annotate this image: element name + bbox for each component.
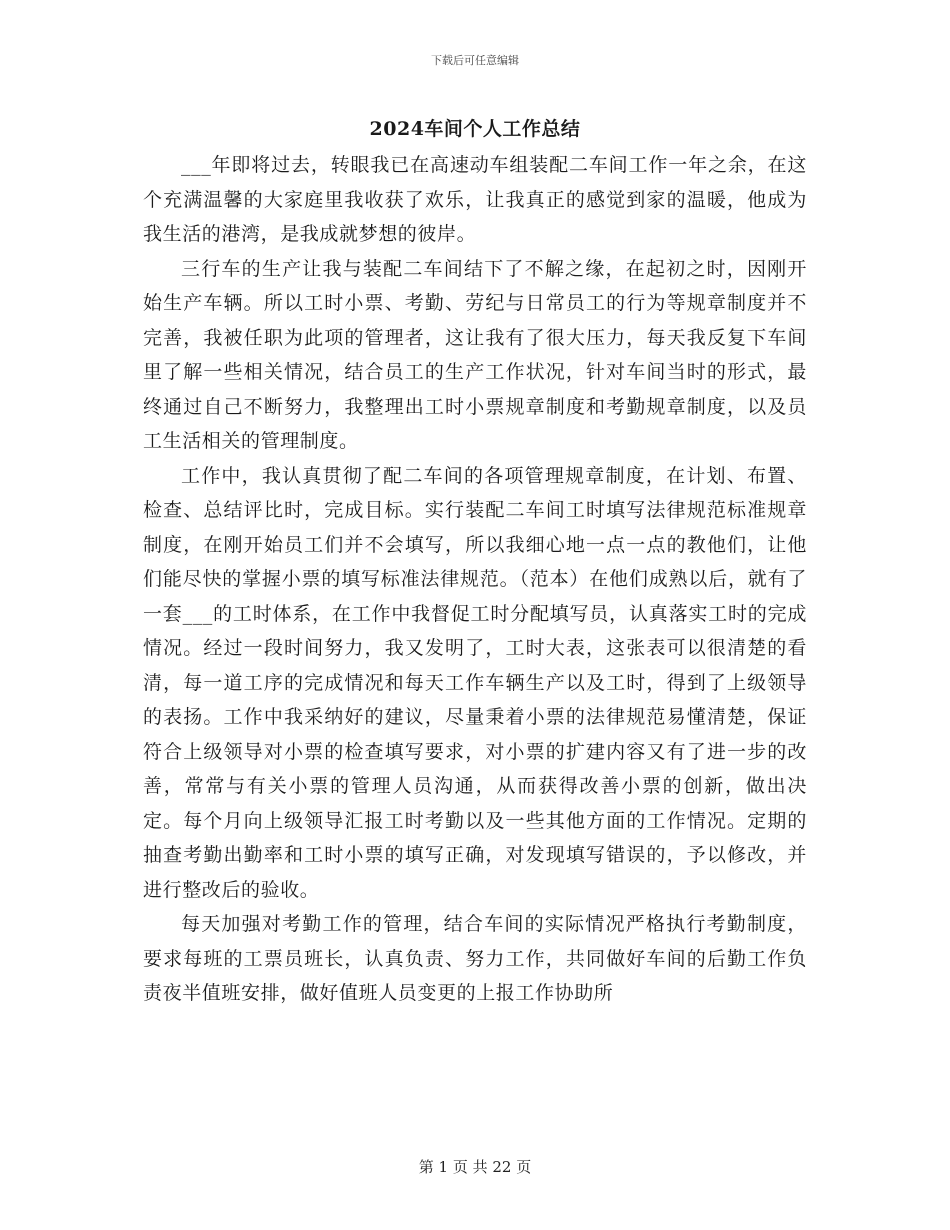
paragraph: 每天加强对考勤工作的管理，结合车间的实际情况严格执行考勤制度，要求每班的工票员班长，认真负责、努力工作，共同做好车间的后勤工作负责夜半值班安排，做好值班人员变更的上报工作协助所	[143, 913, 807, 1004]
page-header: 下载后可任意编辑	[431, 54, 519, 67]
document-title: 2024车间个人工作总结	[369, 118, 581, 140]
page-number: 第 1 页 共 22 页	[418, 1158, 532, 1176]
paragraph: ___年即将过去，转眼我已在高速动车组装配二车间工作一年之余，在这个充满温馨的大家庭里我收获了欢乐，让我真正的感觉到家的温暖，他成为我生活的港湾，是我成就梦想的彼岸。	[143, 154, 807, 245]
paragraph: 工作中，我认真贯彻了配二车间的各项管理规章制度，在计划、布置、检查、总结评比时，完成目标。实行装配二车间工时填写法律规范标准规章制度，在刚开始员工们并不会填写，所以我细心地一点一点的教他们，让他们能尽快的掌握小票的填写标准法律规范。（范本）在他们成熟以后，就有了一套___的工时体系，在工作中我督促工时分配填写员，认真落实工时的完成情况。经过一段时间努力，我又发明了，工时大表，这张表可以很清楚的看清，每一道工序的完成情况和每天工作车辆生产以及工时，得到了上级领导的表扬。工作中我采纳好的建议，尽量秉着小票的法律规范易懂清楚，保证符合上级领导对小票的检查填写要求，对小票的扩建内容又有了进一步的改善，常常与有关小票的管理人员沟通，从而获得改善小票的创新，做出决定。每个月向上级领导汇报工时考勤以及一些其他方面的工作情况。定期的抽查考勤出勤率和工时小票的填写正确，对发现填写错误的，予以修改，并进行整改后的验收。	[143, 464, 807, 901]
paragraph: 三行车的生产让我与装配二车间结下了不解之缘，在起初之时，因刚开始生产车辆。所以工时小票、考勤、劳纪与日常员工的行为等规章制度并不完善，我被任职为此项的管理者，这让我有了很大压力，每天我反复下车间里了解一些相关情况，结合员工的生产工作状况，针对车间当时的形式，最终通过自己不断努力，我整理出工时小票规章制度和考勤规章制度，以及员工生活相关的管理制度。	[143, 257, 807, 452]
document-body	[143, 148, 807, 1011]
